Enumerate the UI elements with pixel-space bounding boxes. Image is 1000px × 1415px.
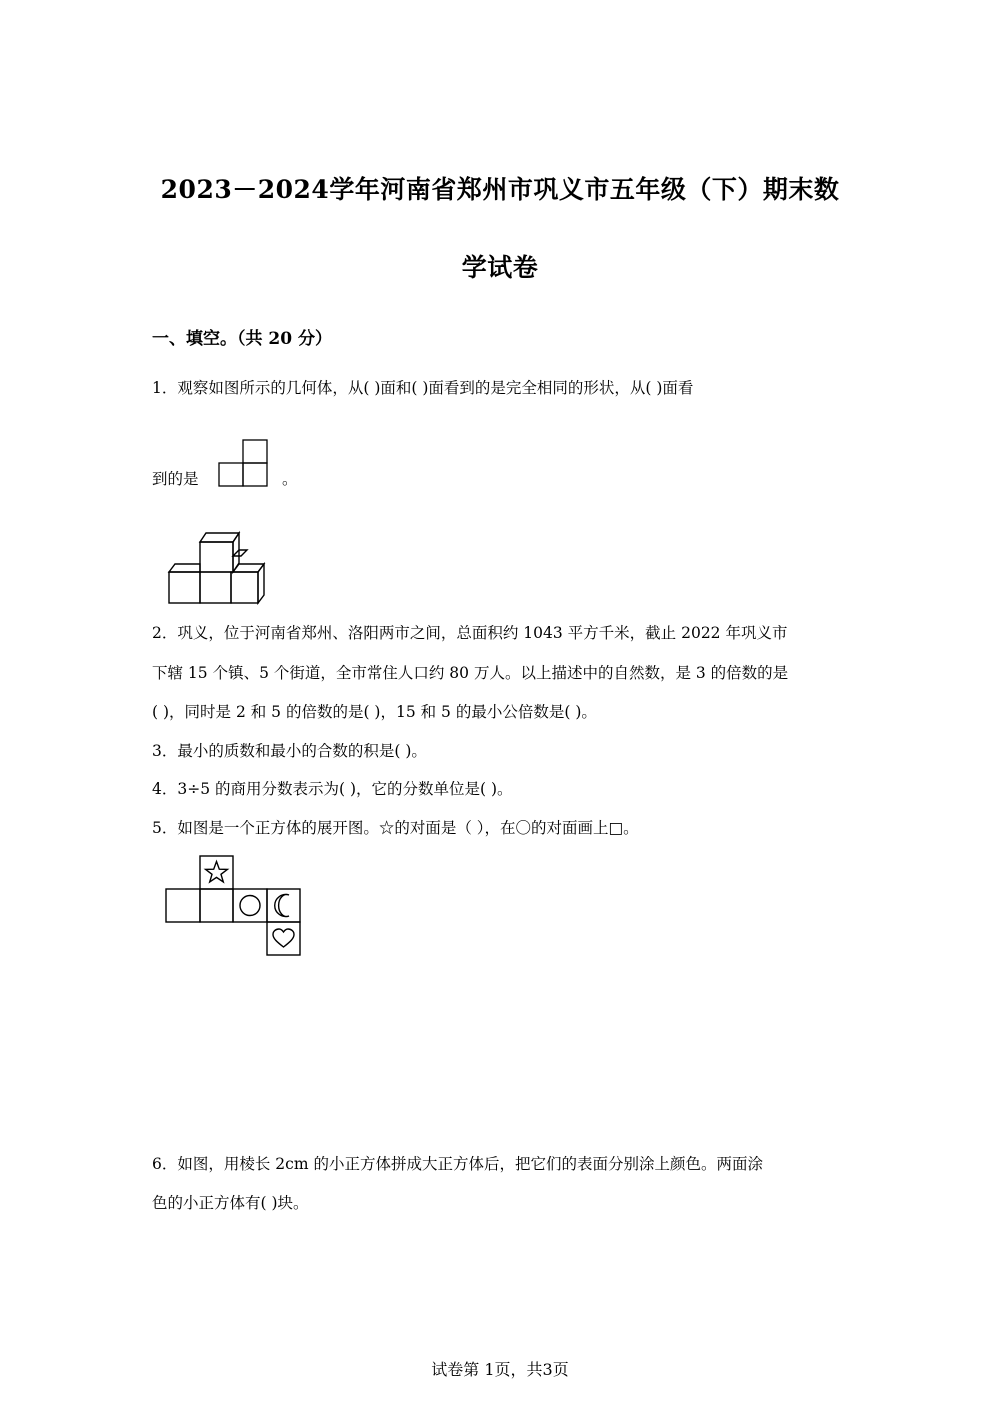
moon-icon (275, 895, 289, 917)
circle-icon (240, 896, 260, 916)
question-4-line-1: 4．3÷5 的商用分数表示为( )，它的分数单位是( )。 (152, 780, 513, 798)
net-face-blank-2 (200, 889, 233, 922)
question-2-line-2: 下辖 15 个镇、5 个街道，全市常住人口约 80 万人。以上描述中的自然数，是 3 的倍数的是 (152, 664, 789, 682)
net-face-blank-1 (166, 889, 200, 922)
question-2-line-1: 2．巩义，位于河南省郑州、洛阳两市之间，总面积约 1043 平方千米，截止 2022 年巩义市 (152, 624, 788, 642)
section-heading-fill-in: 一、填空。（共 20 分） (152, 329, 332, 349)
question-6-line-2: 色的小正方体有( )块。 (152, 1194, 309, 1212)
cube-stack-figure (166, 530, 266, 608)
question-5-line-1: 5．如图是一个正方体的展开图。☆的对面是（ ），在〇的对面画上□。 (152, 819, 639, 837)
question-1-line-1: 1．观察如图所示的几何体，从( )面和( )面看到的是完全相同的形状，从( )面看 (152, 379, 694, 397)
question-1-line-2-suffix: 。 (282, 470, 298, 488)
cube-net-figure (165, 855, 303, 957)
question-3-line-1: 3．最小的质数和最小的合数的积是( )。 (152, 742, 427, 760)
question-1-line-2-prefix: 到的是 (152, 470, 199, 488)
question-2-line-3: ( )，同时是 2 和 5 的倍数的是( )，15 和 5 的最小公倍数是( )。 (152, 703, 597, 721)
heart-icon (273, 929, 294, 947)
page-title-line-2: 学试卷 (461, 253, 539, 282)
page-title-line-1: 2023－2024学年河南省郑州市巩义市五年级（下）期末数 (160, 175, 840, 204)
page-number-footer: 试卷第 1页，共3页 (431, 1360, 569, 1379)
net-face-circle (233, 889, 267, 922)
star-icon (206, 862, 228, 883)
net-face-heart (267, 922, 300, 955)
side-view-shape-figure (218, 438, 270, 488)
question-6-line-1: 6．如图，用棱长 2cm 的小正方体拼成大正方体后，把它们的表面分别涂上颜色。两面涂 (152, 1155, 763, 1173)
